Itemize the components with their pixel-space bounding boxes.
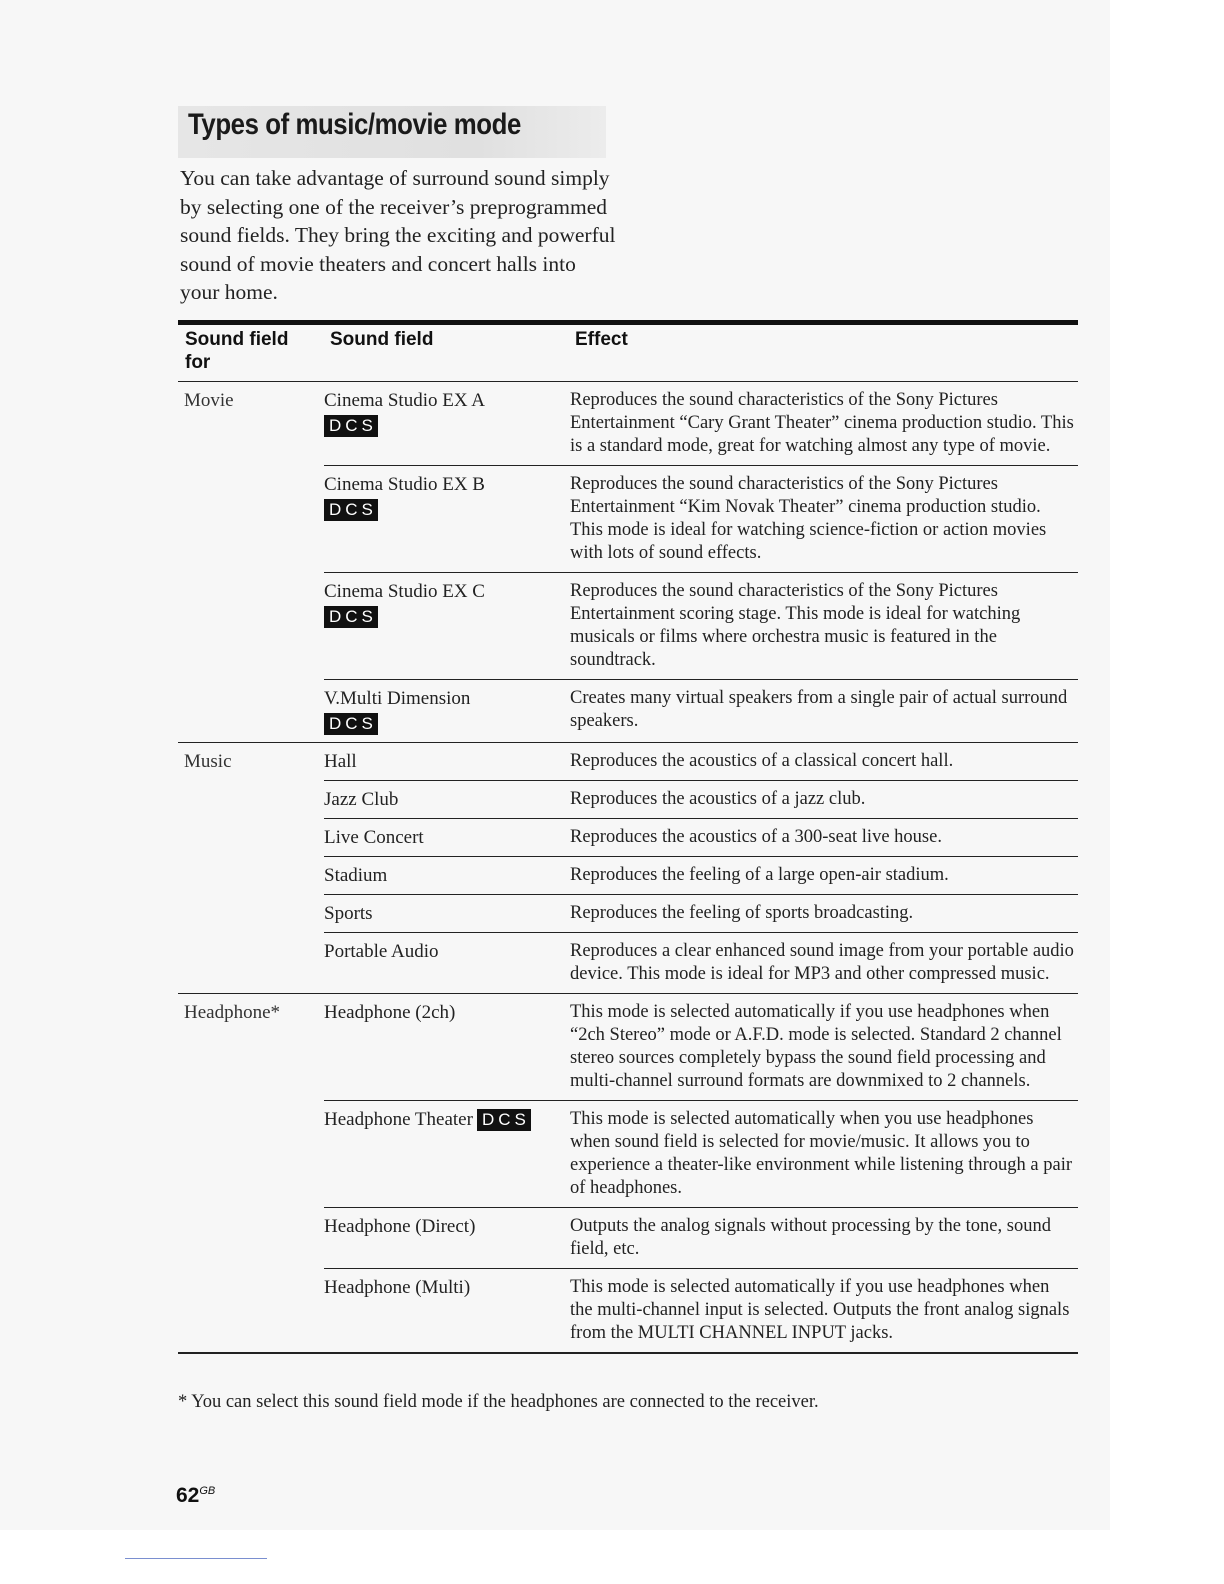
sound-field-name: Sports <box>324 902 373 924</box>
sound-field-name: Portable Audio <box>324 940 439 962</box>
table-row <box>324 781 1078 819</box>
sound-field-name: Cinema Studio EX B <box>324 474 485 495</box>
table-row <box>324 573 1078 680</box>
dcs-badge: DCS <box>324 499 378 521</box>
header-sound-field: Sound field <box>330 329 434 350</box>
effect-text: Reproduces the sound characteristics of the Sony Pictures Entertainment “Kim Novak Theater” cinema production studio. This mode is ideal for watching science-fiction or action movies with lots of sound effects. <box>570 474 1047 563</box>
sound-field-name: Headphone Theater <box>324 1108 473 1130</box>
table-row <box>324 819 1078 857</box>
dcs-badge: DCS <box>477 1109 531 1131</box>
header-sound-field-for: Sound field for <box>185 329 289 373</box>
dcs-badge: DCS <box>324 415 378 437</box>
effect-text: Reproduces the acoustics of a classical concert hall. <box>570 750 954 771</box>
effect-text: Reproduces the sound characteristics of the Sony Pictures Entertainment “Cary Grant Theater” cinema production studio. This is a standard mode, great for watching almost any type of movie. <box>570 390 1074 456</box>
sound-field-name: Live Concert <box>324 826 424 848</box>
table-row <box>324 743 1078 781</box>
table-bottom-rule <box>178 1352 1078 1354</box>
margin-mark <box>125 1558 267 1559</box>
sound-field-name: Headphone (Direct) <box>324 1215 476 1237</box>
table-row <box>324 1101 1078 1208</box>
sound-field-name: V.Multi Dimension <box>324 688 471 709</box>
effect-text: Reproduces a clear enhanced sound image from your portable audio device. This mode is ideal for MP3 and other compressed music. <box>570 940 1074 984</box>
section-label: Headphone* <box>184 1001 281 1023</box>
sound-field-name: Jazz Club <box>324 788 399 810</box>
page-number-suffix: GB <box>199 1485 216 1497</box>
effect-text: Reproduces the sound characteristics of the Sony Pictures Entertainment scoring stage. This mode is ideal for watching musicals or films where orchestra music is featured in the soundtrack. <box>570 581 1021 670</box>
table-row <box>324 994 1078 1101</box>
table-row <box>324 895 1078 933</box>
sound-field-table <box>178 320 1078 1354</box>
table-row <box>324 857 1078 895</box>
dcs-badge: DCS <box>324 606 378 628</box>
effect-text: Reproduces the feeling of sports broadcasting. <box>570 902 914 923</box>
sound-field-name: Stadium <box>324 864 388 886</box>
table-row <box>324 1269 1078 1352</box>
effect-text: This mode is selected automatically if you use headphones when “2ch Stereo” mode or A.F.D. mode is selected. Standard 2 channel stereo sources completely bypass the sound field processing and multi-channel surround formats are downmixed to 2 channels. <box>570 1001 1062 1091</box>
dcs-badge: DCS <box>324 713 378 735</box>
effect-text: Creates many virtual speakers from a single pair of actual surround speakers. <box>570 688 1068 731</box>
table-row <box>324 933 1078 993</box>
effect-text: Reproduces the acoustics of a 300-seat live house. <box>570 826 942 847</box>
effect-text: This mode is selected automatically when you use headphones when sound field is selected for movie/music. It allows you to experience a theater-like environment while listening through a pair of headphones. <box>570 1108 1073 1198</box>
table-row <box>324 466 1078 573</box>
section-music <box>178 743 1078 993</box>
sound-field-name: Cinema Studio EX A <box>324 390 485 411</box>
intro-paragraph: You can take advantage of surround sound simply by selecting one of the receiver’s preprogrammed sound fields. They bring the exciting and powerful sound of movie theaters and concert halls into your home. <box>180 166 616 304</box>
section-headphone <box>178 994 1078 1352</box>
page-number-value: 62 <box>176 1484 200 1507</box>
effect-text: This mode is selected automatically if you use headphones when the multi-channel input is selected. Outputs the front analog signals from the MULTI CHANNEL INPUT jacks. <box>570 1276 1070 1343</box>
table-row <box>324 382 1078 466</box>
section-label: Movie <box>184 390 234 411</box>
table-row <box>324 680 1078 742</box>
section-label: Music <box>184 750 232 772</box>
effect-text: Reproduces the feeling of a large open-air stadium. <box>570 864 949 885</box>
sound-field-name: Cinema Studio EX C <box>324 581 485 602</box>
sound-field-name: Headphone (2ch) <box>324 1001 456 1023</box>
table-row <box>324 1208 1078 1269</box>
footnote: * You can select this sound field mode if the headphones are connected to the receiver. <box>178 1392 819 1412</box>
page-title: Types of music/movie mode <box>188 108 521 141</box>
page-number <box>176 1484 215 1508</box>
sound-field-name: Hall <box>324 750 357 772</box>
sound-field-name: Headphone (Multi) <box>324 1276 471 1298</box>
effect-text: Outputs the analog signals without processing by the tone, sound field, etc. <box>570 1215 1051 1259</box>
section-movie <box>178 382 1078 742</box>
effect-text: Reproduces the acoustics of a jazz club. <box>570 788 866 809</box>
table-header <box>178 325 1078 381</box>
header-effect: Effect <box>575 329 628 350</box>
